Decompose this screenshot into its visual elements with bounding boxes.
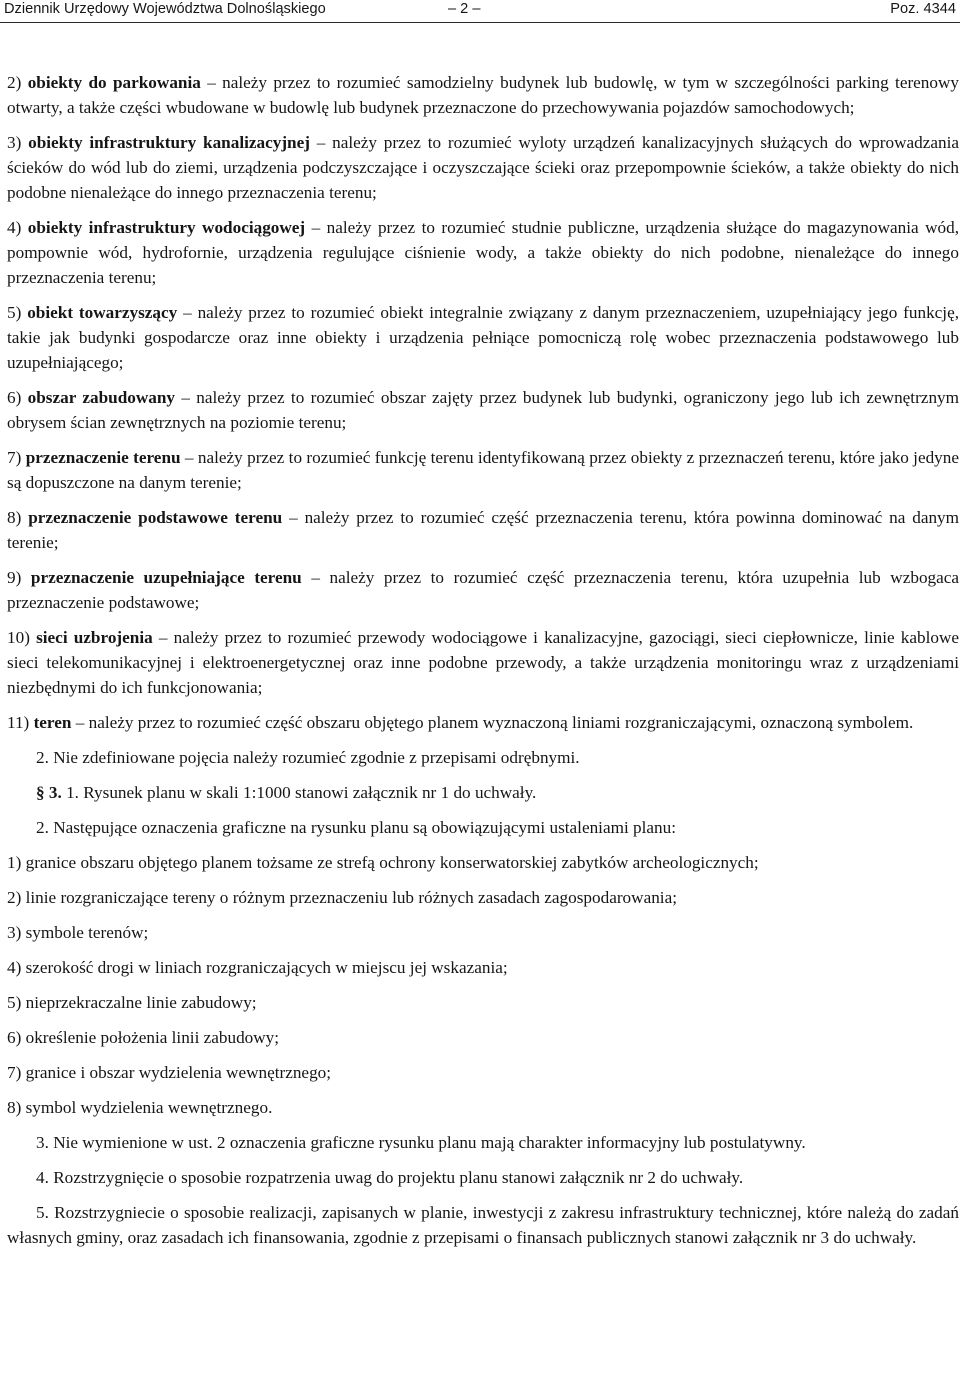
definition-term: przeznaczenie terenu: [25, 448, 181, 467]
section-3-para-4: 4. Rozstrzygnięcie o sposobie rozpatrzenia uwag do projektu planu stanowi załącznik nr 2 do uchwały.: [36, 1168, 744, 1187]
section-3-para-1: § 3. 1. Rysunek planu w skali 1:1000 stanowi załącznik nr 1 do uchwały.: [36, 783, 537, 802]
definition-item: 11) teren – należy przez to rozumieć część obszaru objętego planem wyznaczoną liniami rozgraniczającymi, oznaczoną symbolem.: [7, 713, 914, 732]
definition-item: 10) sieci uzbrojenia – należy przez to rozumieć przewody wodociągowe i kanalizacyjne, gazociągi, sieci ciepłownicze, linie kablowe sieci telekomunikacyjnej i elektroenergetycznej oraz inne podobne przewody, a także urządzenia monitoringu wraz z urządzeniami niezbędnymi do ich funkcjonowania;: [7, 628, 959, 697]
paragraph-2: 2. Nie zdefiniowane pojęcia należy rozumieć zgodnie z przepisami odrębnymi.: [36, 748, 580, 767]
page-number: – 2 –: [448, 1, 481, 17]
definition-term: obiekt towarzyszący: [27, 303, 178, 322]
markings-list: [7, 850, 959, 1120]
marking-item: 4) szerokość drogi w liniach rozgraniczających w miejscu jej wskazania;: [7, 958, 508, 977]
marking-item: 3) symbole terenów;: [7, 923, 149, 942]
definition-item: 2) obiekty do parkowania – należy przez to rozumieć samodzielny budynek lub budowlę, w tym w szczególności parking terenowy otwarty, a także części wbudowane w budowlę lub budynek przeznaczone do przechowywania pojazdów samochodowych;: [7, 73, 960, 117]
definition-item: 4) obiekty infrastruktury wodociągowej – należy przez to rozumieć studnie publiczne, urządzenia służące do magazynowania wód, pompownie wód, hydrofornie, urządzenia regulujące ciśnienie wody, a także obiekty do nich podobne, nienależące do innego przeznaczenia terenu;: [7, 218, 959, 287]
definition-item: 9) przeznaczenie uzupełniające terenu – należy przez to rozumieć część przeznaczenia terenu, która uzupełnia lub wzbogaca przeznaczenie podstawowe;: [7, 568, 960, 612]
marking-item: 1) granice obszaru objętego planem tożsame ze strefą ochrony konserwatorskiej zabytków archeologicznych;: [7, 853, 759, 872]
marking-item: 8) symbol wydzielenia wewnętrznego.: [7, 1098, 273, 1117]
definition-item: 7) przeznaczenie terenu – należy przez to rozumieć funkcję terenu identyfikowaną przez obiekty z przeznaczeń terenu, które jako jedyne są dopuszczone na danym terenie;: [7, 448, 959, 492]
marking-item: 2) linie rozgraniczające tereny o różnym przeznaczeniu lub różnych zasadach zagospodarowania;: [7, 888, 677, 907]
page-header: [0, 0, 960, 23]
definition-term: obszar zabudowany: [27, 388, 176, 407]
section-3-para-2: 2. Następujące oznaczenia graficzne na rysunku planu są obowiązującymi ustaleniami planu:: [36, 818, 676, 837]
definition-item: 6) obszar zabudowany – należy przez to rozumieć obszar zajęty przez budynek lub budynki, ograniczony jego lub ich zewnętrznym obrysem ścian zewnętrznych na poziomie terenu;: [7, 388, 959, 432]
definitions-list: [7, 70, 959, 735]
journal-title: Dziennik Urzędowy Województwa Dolnośląskiego: [4, 1, 326, 17]
marking-item: 5) nieprzekraczalne linie zabudowy;: [7, 993, 257, 1012]
definition-term: sieci uzbrojenia: [36, 628, 153, 647]
marking-item: 6) określenie położenia linii zabudowy;: [7, 1028, 280, 1047]
definition-term: obiekty infrastruktury wodociągowej: [27, 218, 306, 237]
definition-item: 3) obiekty infrastruktury kanalizacyjnej – należy przez to rozumieć wyloty urządzeń kanalizacyjnych służących do wprowadzania ścieków do wód lub do ziemi, urządzenia podczyszczające i oczyszczające ścieki oraz przepompownie ścieków, a także obiekty do nich podobne nienależące do innego przeznaczenia terenu;: [7, 133, 960, 202]
position-number: Poz. 4344: [890, 1, 956, 17]
definition-term: teren: [33, 713, 72, 732]
marking-item: 7) granice i obszar wydzielenia wewnętrznego;: [7, 1063, 332, 1082]
section-mark: § 3.: [36, 783, 62, 802]
definition-term: obiekty do parkowania: [27, 73, 201, 92]
definition-item: 5) obiekt towarzyszący – należy przez to rozumieć obiekt integralnie związany z danym przeznaczeniem, uzupełniający jego funkcję, takie jak budynki gospodarcze oraz inne obiekty i urządzenia pełniące pomocniczą rolę wobec przeznaczenia podstawowego lub uzupełniającego;: [7, 303, 959, 372]
document-body: [7, 70, 959, 1250]
section-3-para-3: 3. Nie wymienione w ust. 2 oznaczenia graficzne rysunku planu mają charakter informacyjny lub postulatywny.: [36, 1133, 806, 1152]
definition-term: obiekty infrastruktury kanalizacyjnej: [28, 133, 310, 152]
section-3-para-5: 5. Rozstrzygniecie o sposobie realizacji, zapisanych w planie, inwestycji z zakresu infrastruktury technicznej, które należą do zadań własnych gminy, oraz zasadach ich finansowania, zgodnie z przepisami o finansach publicznych stanowi załącznik nr 3 do uchwały.: [7, 1203, 959, 1247]
definition-term: przeznaczenie podstawowe terenu: [28, 508, 283, 527]
definition-item: 8) przeznaczenie podstawowe terenu – należy przez to rozumieć część przeznaczenia terenu, która powinna dominować na danym terenie;: [7, 508, 959, 552]
definition-term: przeznaczenie uzupełniające terenu: [30, 568, 302, 587]
